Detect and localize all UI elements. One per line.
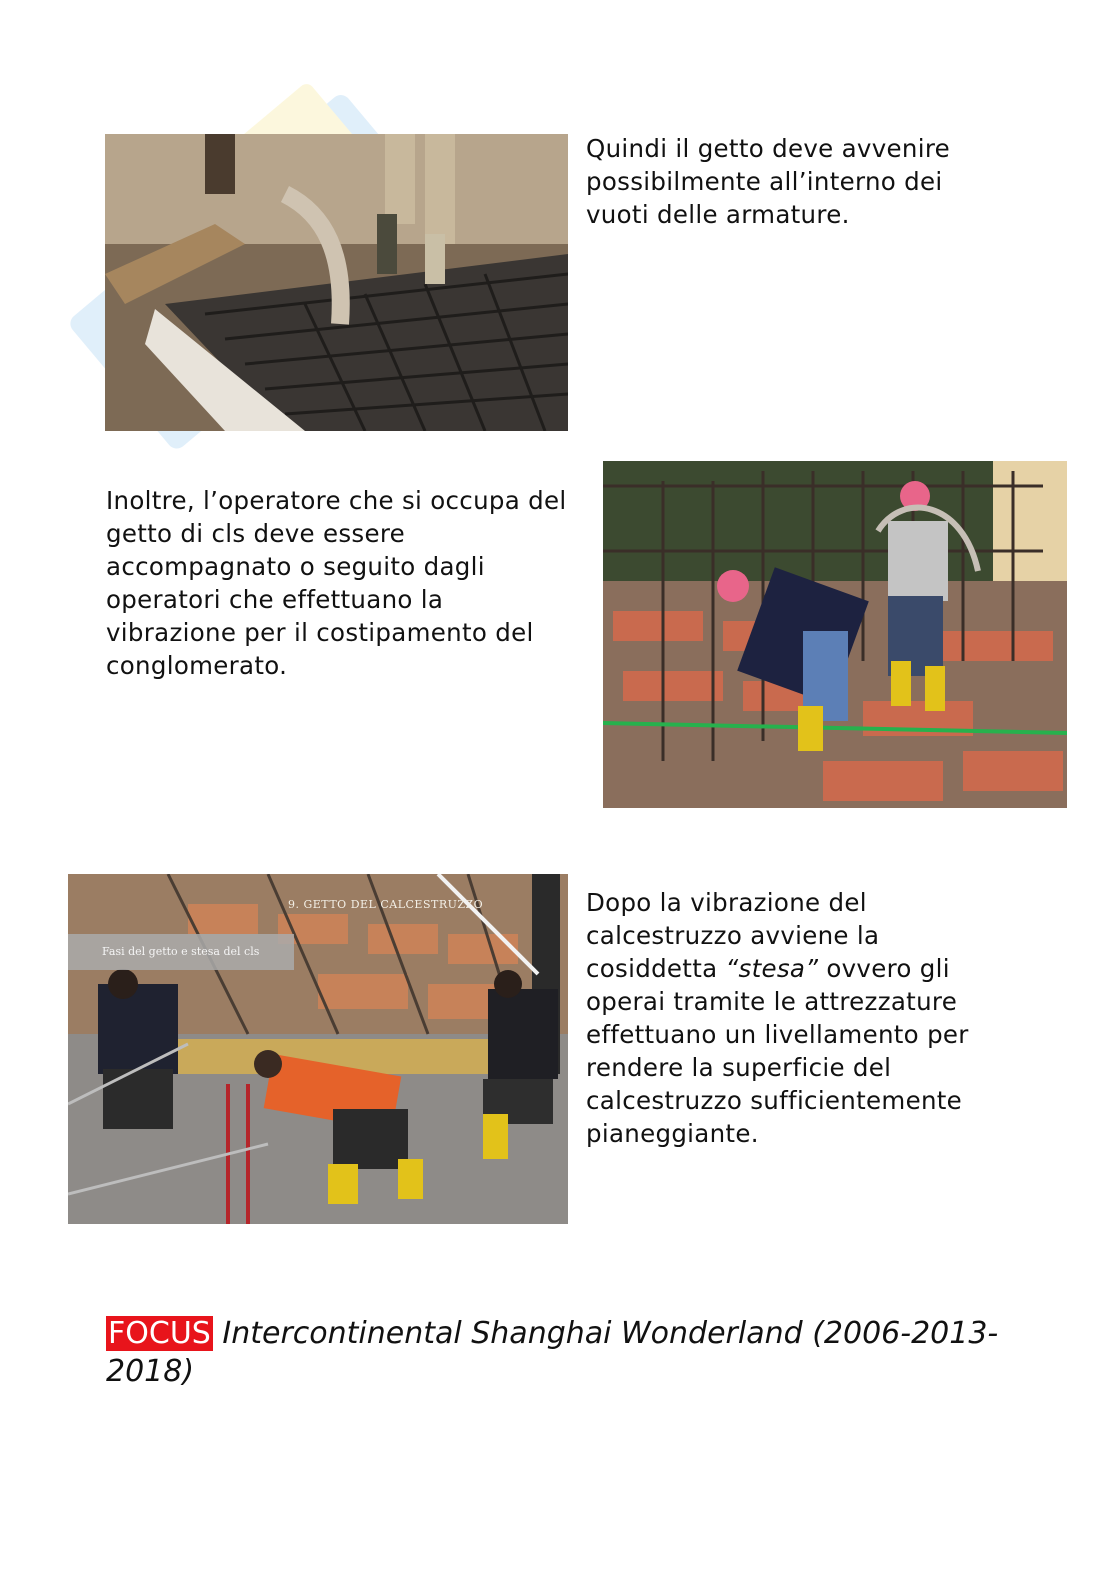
photo-concrete-vibration	[603, 461, 1067, 808]
text-block-3-part-1: Dopo la vibrazione del calcestruzzo avviene la cosiddetta	[586, 888, 880, 983]
photo-overlay-title: 9. GETTO DEL CALCESTRUZZO	[288, 898, 484, 911]
focus-title: Intercontinental Shanghai Wonderland (2006-2013-2018)	[106, 1316, 999, 1389]
text-block-2: Inoltre, l’operatore che si occupa del getto di cls deve essere accompagnato o seguito dagli operatori che effettuano la vibrazione per il costipamento del conglomerato.	[106, 486, 567, 680]
text-block-1: Quindi il getto deve avvenire possibilmente all’interno dei vuoti delle armature.	[586, 134, 951, 229]
photo-concrete-pouring	[105, 134, 568, 431]
text-block-3	[586, 886, 969, 1150]
photo-overlay-label: Fasi del getto e stesa del cls	[68, 934, 294, 970]
text-block-3-italic: “stesa”	[725, 954, 819, 983]
focus-tag: FOCUS	[108, 1316, 211, 1351]
photo-concrete-screeding	[68, 874, 568, 1224]
text-block-3-part-2: ovvero gli operai tramite le attrezzature effettuano un livellamento per rendere la superficie del calcestruzzo sufficientemente pianeggiante.	[586, 954, 969, 1148]
focus-heading	[106, 1315, 1056, 1391]
